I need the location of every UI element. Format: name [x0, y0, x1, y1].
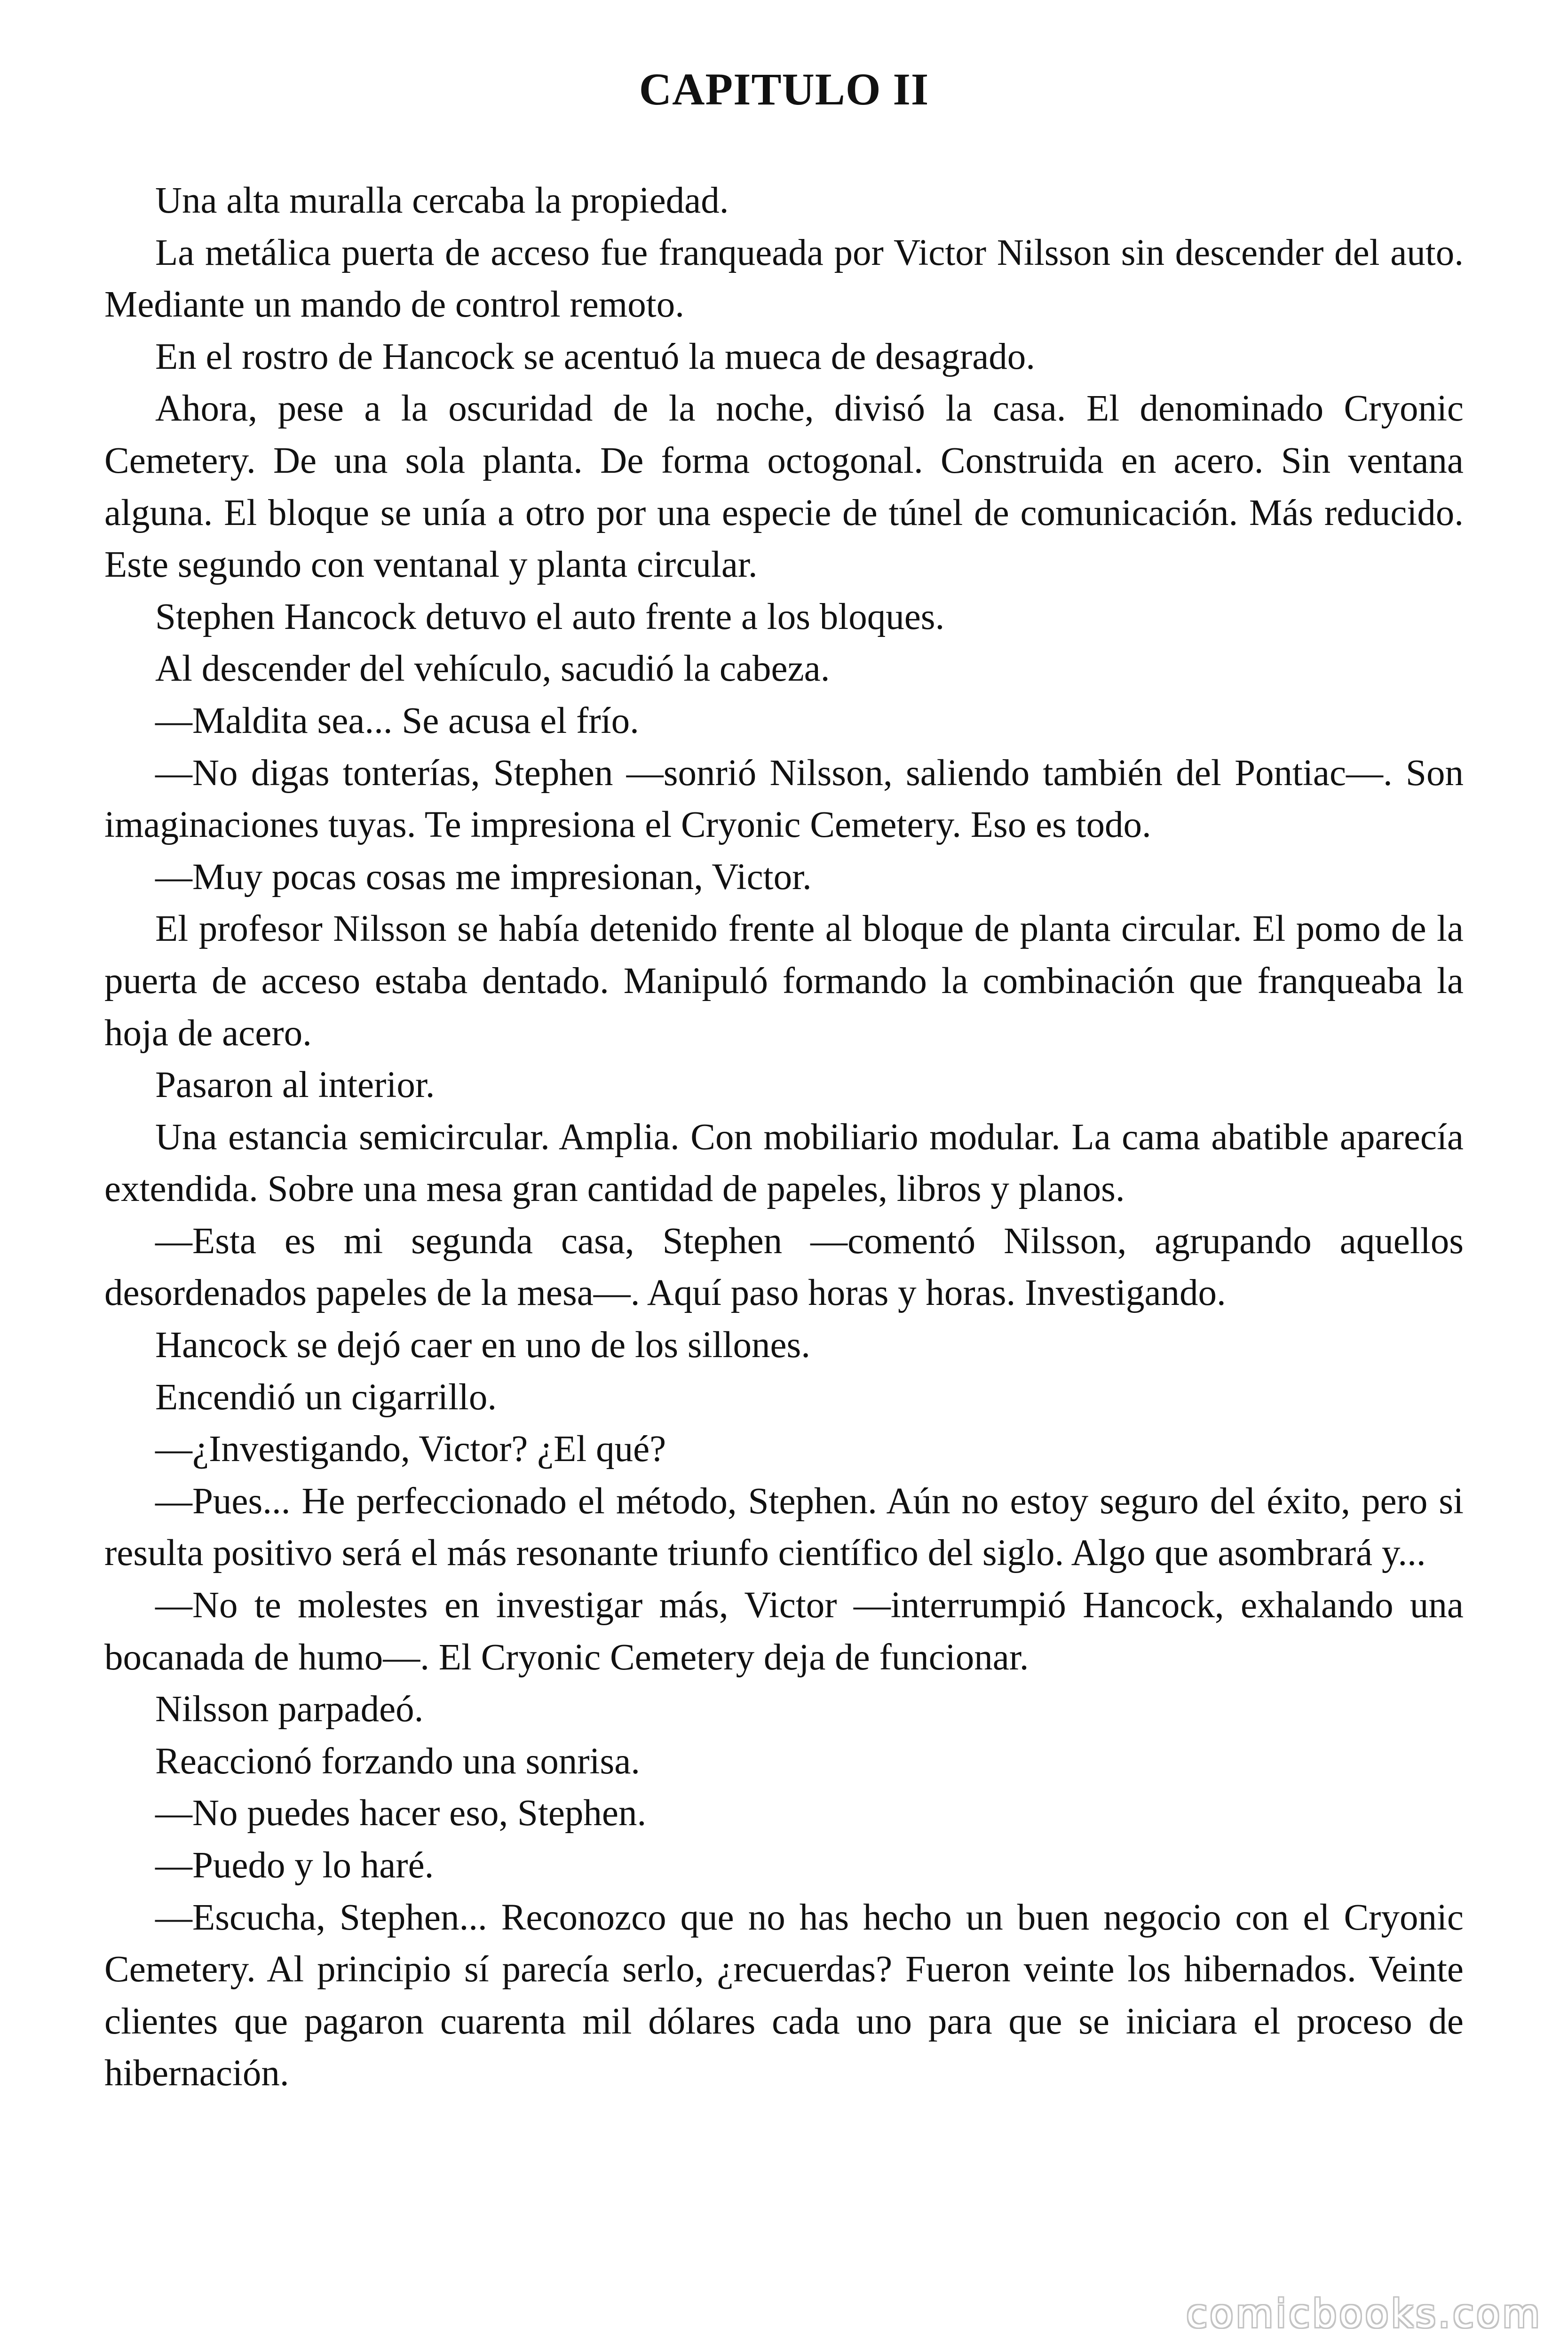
paragraph: —Esta es mi segunda casa, Stephen —comentó Nilsson, agrupando aquellos desordenados papeles de la mesa—. Aquí paso horas y horas. Investigando.	[104, 1220, 1464, 1314]
paragraph: La metálica puerta de acceso fue franqueada por Victor Nilsson sin descender del auto. Mediante un mando de control remoto.	[104, 232, 1464, 326]
paragraph: —¿Investigando, Victor? ¿El qué?	[155, 1429, 666, 1470]
chapter-title: CAPITULO II	[639, 64, 929, 114]
paragraph: —Pues... He perfeccionado el método, Stephen. Aún no estoy seguro del éxito, pero si resulta positivo será el más resonante triunfo científico del siglo. Algo que asombrará y...	[104, 1480, 1464, 1574]
paragraph: —Maldita sea... Se acusa el frío.	[155, 700, 639, 741]
paragraph: Hancock se dejó caer en uno de los sillones.	[155, 1325, 811, 1366]
body-text	[104, 175, 1464, 2100]
paragraph: Al descender del vehículo, sacudió la cabeza.	[155, 648, 830, 690]
paragraph: —Escucha, Stephen... Reconozco que no has hecho un buen negocio con el Cryonic Cemetery. Al principio sí parecía serlo, ¿recuerdas? Fueron veinte los hibernados. Veinte clientes que pagaron cuarenta mil dólares cada uno para que se iniciara el proceso de hibernación.	[104, 1897, 1464, 2094]
paragraph: —No puedes hacer eso, Stephen.	[155, 1793, 647, 1834]
paragraph: Nilsson parpadeó.	[155, 1689, 424, 1730]
paragraph: —Muy pocas cosas me impresionan, Victor.	[155, 856, 812, 898]
paragraph: Una estancia semicircular. Amplia. Con mobiliario modular. La cama abatible aparecía extendida. Sobre una mesa gran cantidad de papeles, libros y planos.	[104, 1116, 1464, 1210]
paragraph: En el rostro de Hancock se acentuó la mueca de desagrado.	[155, 336, 1036, 377]
paragraph: —No digas tonterías, Stephen —sonrió Nilsson, saliendo también del Pontiac—. Son imaginaciones tuyas. Te impresiona el Cryonic Cemetery. Eso es todo.	[104, 752, 1464, 846]
paragraph: Encendió un cigarrillo.	[155, 1376, 497, 1418]
watermark: comicbooks.com	[1186, 2292, 1542, 2336]
paragraph: Pasaron al interior.	[155, 1065, 435, 1106]
paragraph: Reaccionó forzando una sonrisa.	[155, 1740, 641, 1782]
paragraph: El profesor Nilsson se había detenido frente al bloque de planta circular. El pomo de la puerta de acceso estaba dentado. Manipuló formando la combinación que franqueaba la hoja de acero.	[104, 908, 1464, 1054]
paragraph: —Puedo y lo haré.	[155, 1845, 434, 1886]
paragraph: Ahora, pese a la oscuridad de la noche, divisó la casa. El denominado Cryonic Cemetery. De una sola planta. De forma octogonal. Construida en acero. Sin ventana alguna. El bloque se unía a otro por una especie de túnel de comunicación. Más reducido. Este segundo con ventanal y planta circular.	[104, 388, 1464, 586]
paragraph: —No te molestes en investigar más, Victor —interrumpió Hancock, exhalando una bocanada de humo—. El Cryonic Cemetery deja de funcionar.	[104, 1585, 1464, 1678]
paragraph: Stephen Hancock detuvo el auto frente a los bloques.	[155, 596, 945, 637]
paragraph: Una alta muralla cercaba la propiedad.	[155, 180, 729, 221]
